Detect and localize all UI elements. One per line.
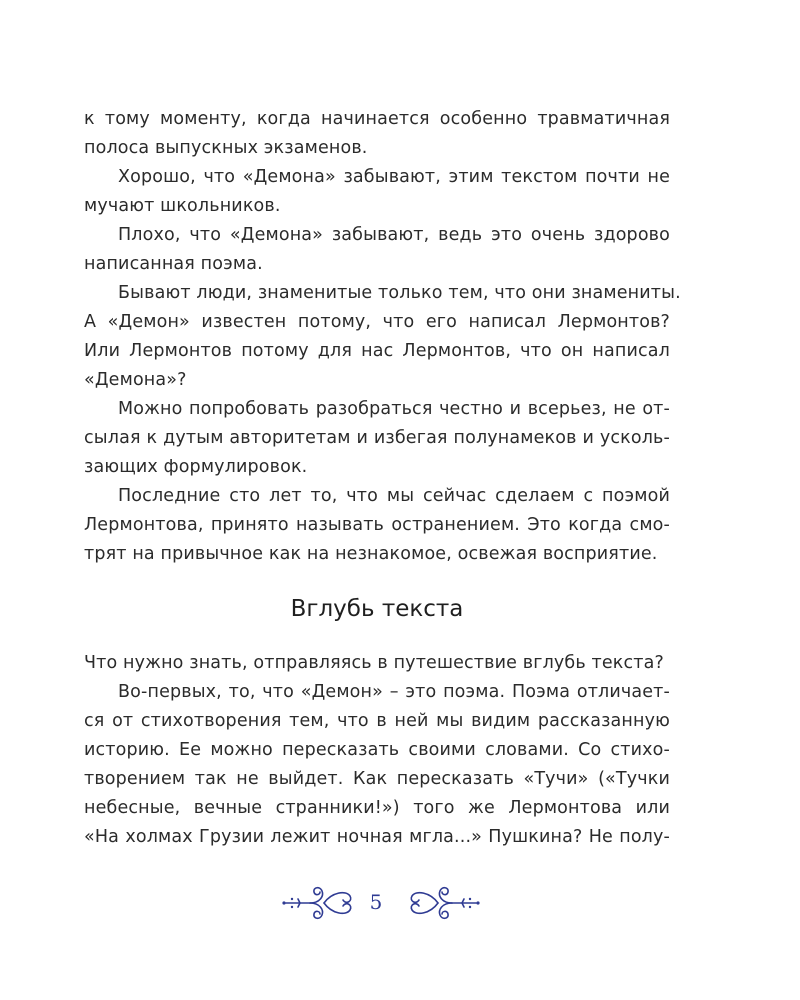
text-line: ся от стихотворения тем, что в ней мы видим рассказанную xyxy=(84,711,670,731)
text-line: Лермонтова, принято называть остранением. Это когда смо- xyxy=(84,515,670,535)
text-line: сылая к дутым авторитетам и избегая полунамеков и усколь- xyxy=(84,428,670,448)
text-line: мучают школьников. xyxy=(84,196,281,216)
text-line: творением так не выйдет. Как пересказать «Тучи» («Тучки xyxy=(84,769,670,789)
paragraphs-after-heading xyxy=(84,649,670,852)
text-line: А «Демон» известен потому, что его написал Лермонтов? xyxy=(84,312,670,332)
text-line: «На холмах Грузии лежит ночная мгла...» Пушкина? Не полу- xyxy=(84,827,670,847)
text-line: историю. Ее можно пересказать своими словами. Со стихо- xyxy=(84,740,670,760)
paragraph xyxy=(84,678,670,852)
text-line: написанная поэма. xyxy=(84,254,263,274)
paragraph xyxy=(84,279,681,395)
text-line: Последние сто лет то, что мы сейчас сделаем с поэмой xyxy=(118,486,670,506)
text-line: Бывают люди, знаменитые только тем, что они знамениты. xyxy=(118,283,681,303)
text-line: трят на привычное как на незнакомое, освежая восприятие. xyxy=(84,544,658,564)
flourish-left-icon xyxy=(280,880,360,926)
paragraph xyxy=(84,649,670,678)
text-line: к тому моменту, когда начинается особенно травматичная xyxy=(84,109,670,129)
text-block xyxy=(84,105,681,852)
paragraphs-before-heading xyxy=(84,105,681,569)
text-line: Можно попробовать разобраться честно и всерьез, не от- xyxy=(118,399,670,419)
text-line: зающих формулировок. xyxy=(84,457,308,477)
text-line: полоса выпускных экзаменов. xyxy=(84,138,368,158)
text-line: Что нужно знать, отправляясь в путешествие вглубь текста? xyxy=(84,653,664,673)
text-line: Плохо, что «Демона» забывают, ведь это очень здорово xyxy=(118,225,670,245)
paragraph xyxy=(84,395,670,482)
paragraph xyxy=(84,163,670,221)
flourish-right-icon xyxy=(402,880,482,926)
paragraph xyxy=(84,221,670,279)
text-line: «Демона»? xyxy=(84,370,187,390)
paragraph xyxy=(84,105,670,163)
text-line: небесные, вечные странники!») того же Лермонтова или xyxy=(84,798,670,818)
text-line: Или Лермонтов потому для нас Лермонтов, что он написал xyxy=(84,341,670,361)
text-line: Хорошо, что «Демона» забывают, этим текстом почти не xyxy=(118,167,670,187)
page-number: 5 xyxy=(369,890,383,914)
text-line: Во-первых, то, что «Демон» – это поэма. Поэма отличает- xyxy=(118,682,670,702)
page-footer xyxy=(0,878,800,928)
paragraph xyxy=(84,482,670,569)
section-heading: Вглубь текста xyxy=(290,596,464,622)
